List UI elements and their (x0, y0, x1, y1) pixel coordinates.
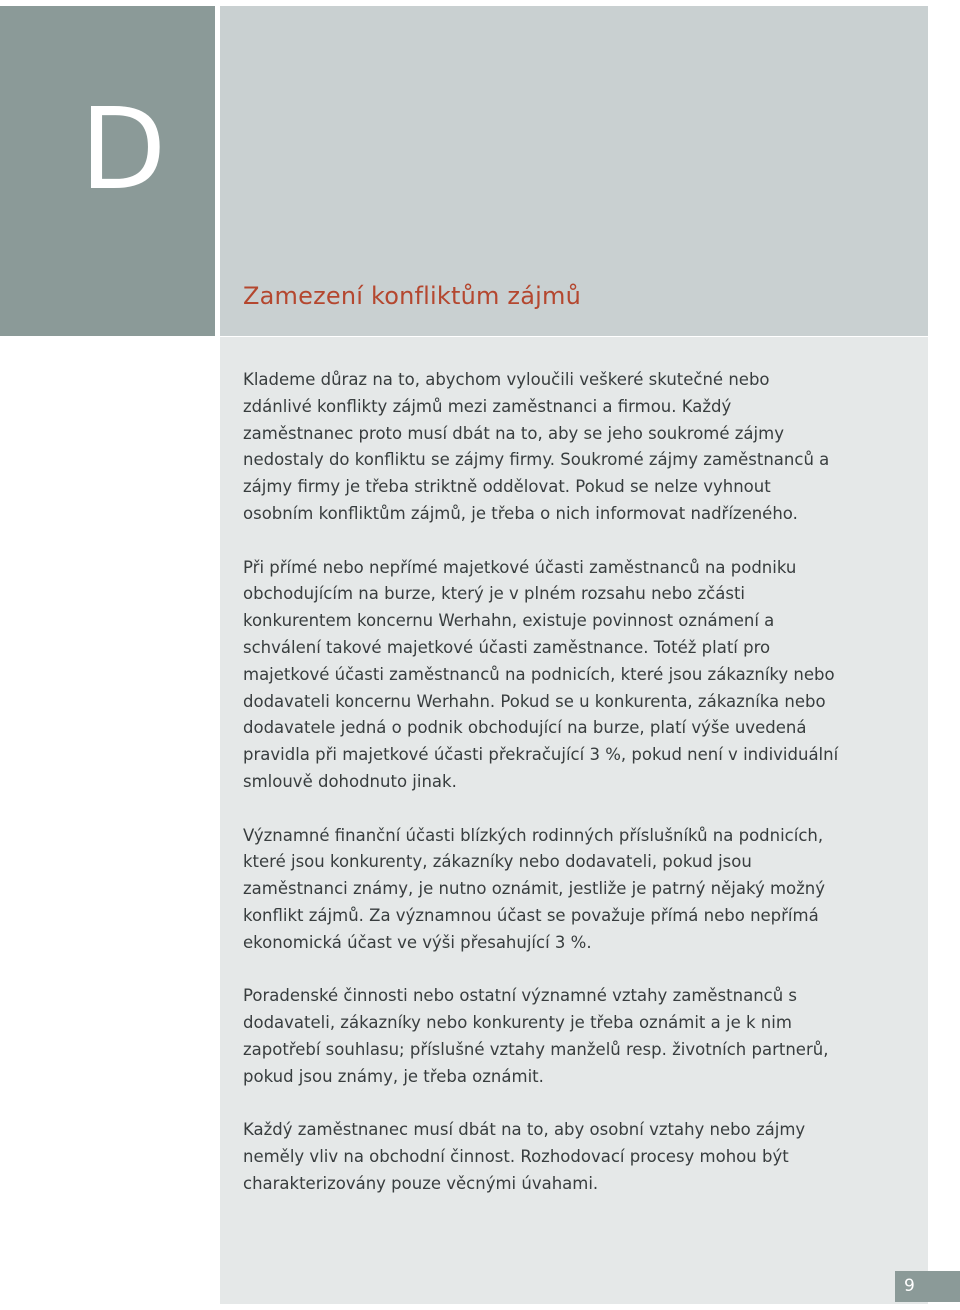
paragraph-5: Každý zaměstnanec musí dbát na to, aby osobní vztahy nebo zájmy neměly vliv na obchodní činnost. Rozhodovací procesy mohou být charakterizovány pouze věcnými úvahami. (243, 1120, 806, 1193)
paragraph-4: Poradenské činnosti nebo ostatní významné vztahy zaměstnanců s dodavateli, zákazníky nebo konkurenty je třeba oznámit a je k nim zapotřebí souhlasu; příslušné vztahy manželů resp. životních partnerů, pokud jsou známy, je třeba oznámit. (243, 986, 829, 1086)
section-letter: D (80, 85, 165, 215)
page-title: Zamezení konfliktům zájmů (243, 282, 581, 310)
page-number: 9 (904, 1276, 915, 1296)
body-text (243, 367, 843, 1225)
paragraph-2: Při přímé nebo nepřímé majetkové účasti zaměstnanců na podniku obchodujícím na burze, který je v plném rozsahu nebo zčásti konkurentem koncernu Werhahn, existuje povinnost oznámení a schválení takové majetkové účasti zaměstnance. Totéž platí pro majetkové účasti zaměstnanců na podnicích, které jsou zákazníky nebo dodavateli koncernu Werhahn. Pokud se u konkurenta, zákazníka nebo dodavatele jedná o podnik obchodující na burze, platí výše uvedená pravidla při majetkové účasti překračující 3 %, pokud není v individuální smlouvě dohodnuto jinak. (243, 557, 839, 791)
section-marker-block (0, 6, 215, 336)
paragraph-3: Významné finanční účasti blízkých rodinných příslušníků na podnicích, které jsou konkurenty, zákazníky nebo dodavateli, pokud jsou zaměstnanci známy, je nutno oznámit, jestliže je patrný nějaký možný konflikt zájmů. Za významnou účast se považuje přímá nebo nepřímá ekonomická účast ve výši přesahující 3 %. (243, 825, 826, 952)
paragraph-1: Klademe důraz na to, abychom vyloučili veškeré skutečné nebo zdánlivé konflikty zájmů mezi zaměstnanci a firmou. Každý zaměstnanec proto musí dbát na to, aby se jeho soukromé zájmy nedostaly do konfliktu se zájmy firmy. Soukromé zájmy zaměstnanců a zájmy firmy je třeba striktně oddělovat. Pokud se nelze vyhnout osobním konfliktům zájmů, je třeba o nich informovat nadřízeného. (243, 370, 830, 523)
